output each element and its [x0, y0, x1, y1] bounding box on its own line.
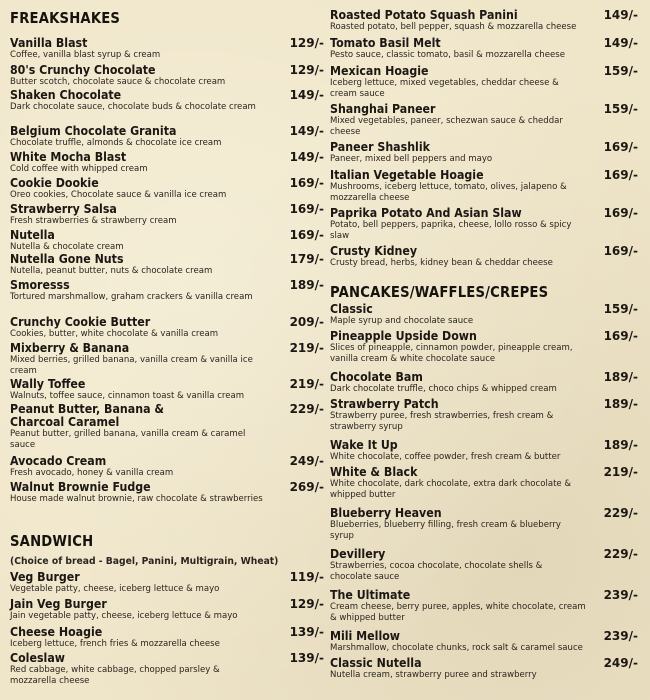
menu-item	[10, 316, 324, 340]
item-price: 149/-	[289, 124, 324, 138]
item-name: Cheese Hoagie	[10, 625, 103, 639]
item-price: 179/-	[289, 252, 324, 266]
menu-item	[10, 403, 324, 450]
item-description: White chocolate, dark chocolate, extra dark chocolate & whipped butter	[330, 479, 572, 500]
item-name: Classic Nutella	[330, 656, 422, 670]
item-name: Chocolate Bam	[330, 370, 423, 384]
item-name: Walnut Brownie Fudge	[10, 480, 151, 494]
item-name: Avocado Cream	[10, 454, 107, 468]
item-description: Roasted potato, bell pepper, squash & mozzarella cheese	[330, 22, 577, 32]
item-name: Italian Vegetable Hoagie	[330, 168, 484, 182]
item-description: Cookies, butter, white chocolate & vanilla cream	[10, 329, 219, 339]
item-price: 159/-	[603, 102, 638, 116]
menu-item	[330, 245, 638, 269]
item-price: 129/-	[289, 63, 324, 77]
item-description: Mushrooms, iceberg lettuce, tomato, olives, jalapeno & mozzarella cheese	[330, 182, 567, 203]
item-name: Smoresss	[10, 278, 70, 292]
menu-item	[330, 141, 638, 165]
menu-item	[330, 630, 638, 654]
freakshakes-title: FREAKSHAKES	[10, 9, 121, 27]
item-description: Coffee, vanilla blast syrup & cream	[10, 50, 161, 60]
item-description: Cold coffee with whipped cream	[10, 164, 148, 174]
menu-item	[10, 64, 324, 88]
item-price: 229/-	[603, 547, 638, 561]
item-description: Dark chocolate truffle, choco chips & whipped cream	[330, 384, 557, 394]
item-price: 169/-	[289, 176, 324, 190]
item-name: Mexican Hoagie	[330, 64, 429, 78]
item-price: 219/-	[289, 377, 324, 391]
menu-item	[10, 229, 324, 253]
item-name: Jain Veg Burger	[10, 597, 107, 611]
item-description: Nutella cream, strawberry puree and strawberry	[330, 670, 537, 680]
menu-item	[10, 279, 324, 303]
item-price: 219/-	[603, 465, 638, 479]
item-description: Walnuts, toffee sauce, cinnamon toast & vanilla cream	[10, 391, 245, 401]
item-price: 189/-	[603, 397, 638, 411]
menu-item	[10, 455, 324, 479]
menu-item	[330, 9, 638, 33]
menu-item	[10, 342, 324, 376]
item-price: 129/-	[289, 36, 324, 50]
menu-item	[330, 207, 638, 241]
item-description: Vegetable patty, cheese, iceberg lettuce & mayo	[10, 584, 220, 594]
menu-item	[330, 548, 638, 582]
item-name: The Ultimate	[330, 588, 411, 602]
item-description: Tortured marshmallow, graham crackers & vanilla cream	[10, 292, 253, 302]
item-name: 80's Crunchy Chocolate	[10, 63, 156, 77]
item-price: 169/-	[603, 168, 638, 182]
item-price: 129/-	[289, 597, 324, 611]
item-description: Red cabbage, white cabbage, chopped parsley & mozzarella cheese	[10, 665, 220, 686]
menu-item	[10, 253, 324, 277]
item-price: 139/-	[289, 625, 324, 639]
item-description: Nutella & chocolate cream	[10, 242, 124, 252]
item-description: Chocolate truffle, almonds & chocolate ice cream	[10, 138, 222, 148]
item-description: Cream cheese, berry puree, apples, white chocolate, cream & whipped butter	[330, 602, 586, 623]
menu-item	[10, 89, 324, 113]
item-price: 149/-	[603, 8, 638, 22]
menu-item	[330, 330, 638, 364]
item-description: Mixed berries, grilled banana, vanilla cream & vanilla ice cream	[10, 355, 253, 376]
menu-item	[330, 589, 638, 623]
menu-item	[10, 203, 324, 227]
item-name: Nutella	[10, 228, 55, 242]
menu-item	[10, 151, 324, 175]
item-description: Maple syrup and chocolate sauce	[330, 316, 474, 326]
menu-item	[10, 378, 324, 402]
item-price: 149/-	[603, 36, 638, 50]
item-name: Peanut Butter, Banana & Charcoal Caramel	[10, 402, 164, 429]
item-name: Blueberry Heaven	[330, 506, 442, 520]
item-description: Fresh strawberries & strawberry cream	[10, 216, 177, 226]
item-price: 229/-	[289, 402, 324, 416]
menu-item	[10, 626, 324, 650]
item-description: Slices of pineapple, cinnamon powder, pineapple cream, vanilla cream & white chocolate sauce	[330, 343, 573, 364]
item-description: Strawberry puree, fresh strawberries, fresh cream & strawberry syrup	[330, 411, 554, 432]
item-name: Devillery	[330, 547, 386, 561]
item-price: 169/-	[289, 228, 324, 242]
item-price: 169/-	[289, 202, 324, 216]
item-description: Dark chocolate sauce, chocolate buds & chocolate cream	[10, 102, 256, 112]
item-name: Veg Burger	[10, 570, 80, 584]
item-price: 189/-	[603, 370, 638, 384]
item-price: 169/-	[603, 244, 638, 258]
item-description: Marshmallow, chocolate chunks, rock salt & caramel sauce	[330, 643, 583, 653]
item-price: 169/-	[603, 206, 638, 220]
menu-item	[10, 652, 324, 686]
item-description: Iceberg lettuce, french fries & mozzarella cheese	[10, 639, 220, 649]
menu-item	[330, 657, 638, 681]
item-description: Iceberg lettuce, mixed vegetables, cheddar cheese & cream sauce	[330, 78, 559, 99]
item-name: Crunchy Cookie Butter	[10, 315, 151, 329]
menu-item	[330, 398, 638, 432]
item-name: Wake It Up	[330, 438, 398, 452]
menu-item	[330, 507, 638, 541]
item-description: Blueberries, blueberry filling, fresh cream & blueberry syrup	[330, 520, 561, 541]
menu-item	[330, 439, 638, 463]
item-price: 159/-	[603, 64, 638, 78]
item-price: 169/-	[603, 140, 638, 154]
item-name: Wally Toffee	[10, 377, 86, 391]
menu-item	[10, 571, 324, 595]
item-description: Potato, bell peppers, paprika, cheese, lollo rosso & spicy slaw	[330, 220, 572, 241]
menu-item	[10, 481, 324, 505]
menu-item	[330, 371, 638, 395]
pancakes-title: PANCAKES/WAFFLES/CREPES	[330, 283, 549, 301]
item-name: Coleslaw	[10, 651, 65, 665]
item-description: Paneer, mixed bell peppers and mayo	[330, 154, 493, 164]
item-price: 119/-	[289, 570, 324, 584]
item-name: Vanilla Blast	[10, 36, 88, 50]
item-name: Strawberry Patch	[330, 397, 439, 411]
item-name: Strawberry Salsa	[10, 202, 117, 216]
item-name: Paprika Potato And Asian Slaw	[330, 206, 522, 220]
bread-choice-note: (Choice of bread - Bagel, Panini, Multigrain, Wheat)	[10, 556, 279, 567]
menu-item	[330, 169, 638, 203]
menu-item	[10, 598, 324, 622]
menu-item	[10, 125, 324, 149]
item-name: Tomato Basil Melt	[330, 36, 441, 50]
item-name: Crusty Kidney	[330, 244, 418, 258]
menu-item	[330, 303, 638, 327]
item-name: Shaken Chocolate	[10, 88, 122, 102]
item-price: 149/-	[289, 150, 324, 164]
item-description: Nutella, peanut butter, nuts & chocolate cream	[10, 266, 213, 276]
item-description: Peanut butter, grilled banana, vanilla cream & caramel sauce	[10, 429, 246, 450]
item-price: 239/-	[603, 588, 638, 602]
sandwich-title: SANDWICH	[10, 532, 94, 550]
item-price: 239/-	[603, 629, 638, 643]
item-name: Mili Mellow	[330, 629, 401, 643]
item-description: House made walnut brownie, raw chocolate & strawberries	[10, 494, 263, 504]
item-price: 139/-	[289, 651, 324, 665]
menu-item	[10, 37, 324, 61]
item-price: 149/-	[289, 88, 324, 102]
menu-item	[10, 177, 324, 201]
item-description: Strawberries, cocoa chocolate, chocolate shells & chocolate sauce	[330, 561, 543, 582]
item-description: Mixed vegetables, paneer, schezwan sauce & cheddar cheese	[330, 116, 563, 137]
item-description: Pesto sauce, classic tomato, basil & mozzarella cheese	[330, 50, 565, 60]
item-price: 229/-	[603, 506, 638, 520]
item-name: Paneer Shashlik	[330, 140, 430, 154]
item-price: 159/-	[603, 302, 638, 316]
item-description: Butter scotch, chocolate sauce & chocolate cream	[10, 77, 226, 87]
item-name: Roasted Potato Squash Panini	[330, 8, 518, 22]
menu-item	[330, 37, 638, 61]
item-name: Nutella Gone Nuts	[10, 252, 124, 266]
item-description: Oreo cookies, Chocolate sauce & vanilla ice cream	[10, 190, 227, 200]
item-price: 209/-	[289, 315, 324, 329]
menu-item	[330, 466, 638, 500]
item-price: 189/-	[289, 278, 324, 292]
item-name: Pineapple Upside Down	[330, 329, 477, 343]
item-name: White Mocha Blast	[10, 150, 127, 164]
menu-item	[330, 103, 638, 137]
menu-item	[330, 65, 638, 99]
item-price: 169/-	[603, 329, 638, 343]
item-price: 269/-	[289, 480, 324, 494]
item-name: Cookie Dookie	[10, 176, 99, 190]
item-name: White & Black	[330, 465, 418, 479]
item-name: Belgium Chocolate Granita	[10, 124, 177, 138]
item-description: White chocolate, coffee powder, fresh cream & butter	[330, 452, 561, 462]
item-description: Crusty bread, herbs, kidney bean & cheddar cheese	[330, 258, 553, 268]
item-name: Classic	[330, 302, 373, 316]
item-description: Fresh avocado, honey & vanilla cream	[10, 468, 174, 478]
item-price: 189/-	[603, 438, 638, 452]
item-name: Mixberry & Banana	[10, 341, 130, 355]
item-price: 249/-	[603, 656, 638, 670]
item-price: 249/-	[289, 454, 324, 468]
item-description: Jain vegetable patty, cheese, iceberg lettuce & mayo	[10, 611, 238, 621]
item-name: Shanghai Paneer	[330, 102, 436, 116]
item-price: 219/-	[289, 341, 324, 355]
